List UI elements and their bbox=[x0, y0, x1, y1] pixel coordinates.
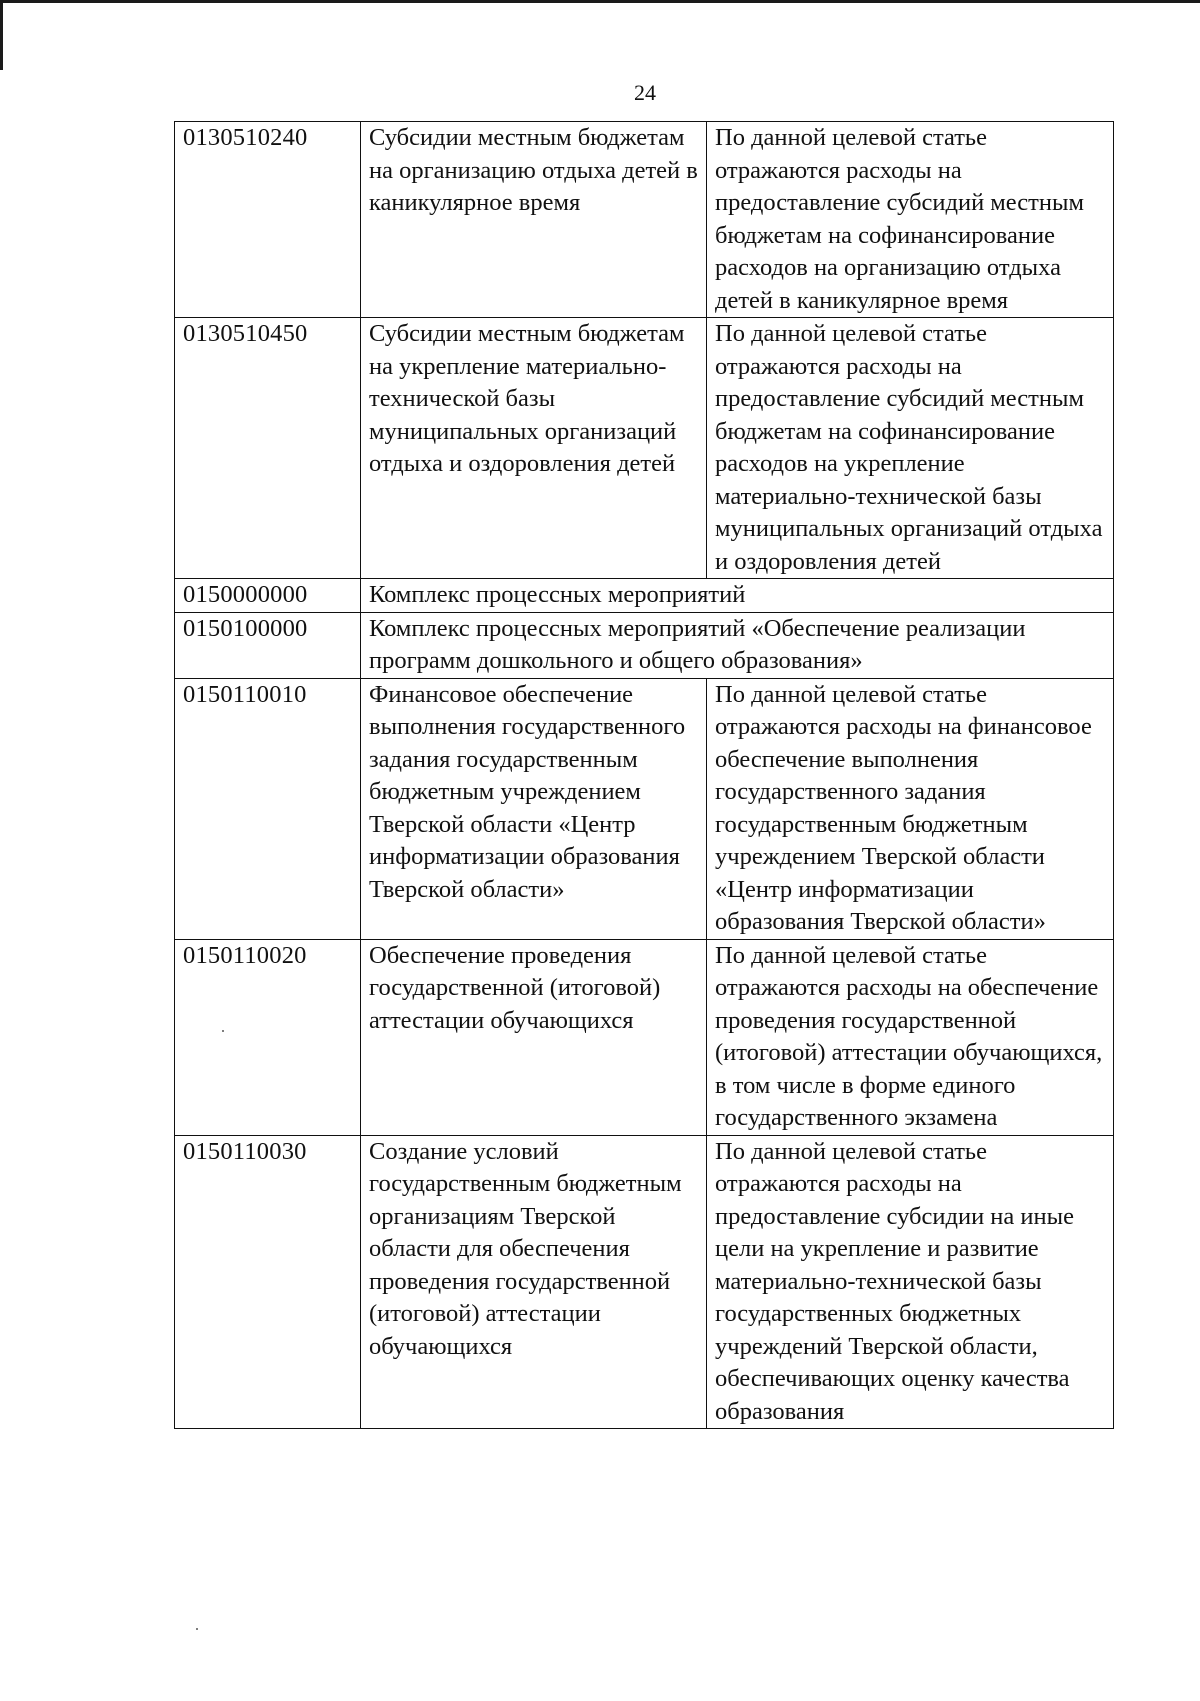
row-name: Субсидии местным бюджетам на укрепление материально-технической базы муниципальных организаций отдыха и оздоровления детей bbox=[361, 318, 707, 579]
row-section-title: Комплекс процессных мероприятий bbox=[361, 579, 1114, 613]
scan-speck bbox=[196, 1628, 198, 1630]
table-row bbox=[175, 678, 1114, 939]
row-name: Финансовое обеспечение выполнения государственного задания государственным бюджетным учреждением Тверской области «Центр информатизации образования Тверской области» bbox=[361, 678, 707, 939]
page-number: 24 bbox=[634, 80, 656, 105]
table-row-section bbox=[175, 579, 1114, 613]
row-description: По данной целевой статье отражаются расходы на предоставление субсидий местным бюджетам на софинансирование расходов на укрепление материально-технической базы муниципальных организаций отдыха и оздоровления детей bbox=[707, 318, 1114, 579]
table-row-section bbox=[175, 612, 1114, 678]
table-row bbox=[175, 1135, 1114, 1429]
table-row bbox=[175, 318, 1114, 579]
row-description: По данной целевой статье отражаются расходы на предоставление субсидий местным бюджетам на софинансирование расходов на организацию отдыха детей в каникулярное время bbox=[707, 122, 1114, 318]
row-description: По данной целевой статье отражаются расходы на обеспечение проведения государственной (итоговой) аттестации обучающихся, в том числе в форме единого государственного экзамена bbox=[707, 939, 1114, 1135]
budget-classification-table bbox=[174, 121, 1114, 1429]
row-section-title: Комплекс процессных мероприятий «Обеспечение реализации программ дошкольного и общего образования» bbox=[361, 612, 1114, 678]
scan-edge-left bbox=[0, 0, 3, 70]
row-code: 0130510240 bbox=[175, 122, 361, 318]
table-row bbox=[175, 122, 1114, 318]
row-code: 0150110030 bbox=[175, 1135, 361, 1429]
row-name: Создание условий государственным бюджетным организациям Тверской области для обеспечения проведения государственной (итоговой) аттестации обучающихся bbox=[361, 1135, 707, 1429]
row-name: Обеспечение проведения государственной (итоговой) аттестации обучающихся bbox=[361, 939, 707, 1135]
scan-speck bbox=[222, 1030, 224, 1032]
row-description: По данной целевой статье отражаются расходы на финансовое обеспечение выполнения государственного задания государственным бюджетным учреждением Тверской области «Центр информатизации образования Тверской области» bbox=[707, 678, 1114, 939]
row-code: 0150000000 bbox=[175, 579, 361, 613]
scan-edge-top bbox=[0, 0, 1200, 3]
row-code: 0150110020 bbox=[175, 939, 361, 1135]
row-name: Субсидии местным бюджетам на организацию отдыха детей в каникулярное время bbox=[361, 122, 707, 318]
row-description: По данной целевой статье отражаются расходы на предоставление субсидии на иные цели на укрепление и развитие материально-технической базы государственных бюджетных учреждений Тверской области, обеспечивающих оценку качества образования bbox=[707, 1135, 1114, 1429]
row-code: 0150100000 bbox=[175, 612, 361, 678]
row-code: 0130510450 bbox=[175, 318, 361, 579]
table-row bbox=[175, 939, 1114, 1135]
row-code: 0150110010 bbox=[175, 678, 361, 939]
